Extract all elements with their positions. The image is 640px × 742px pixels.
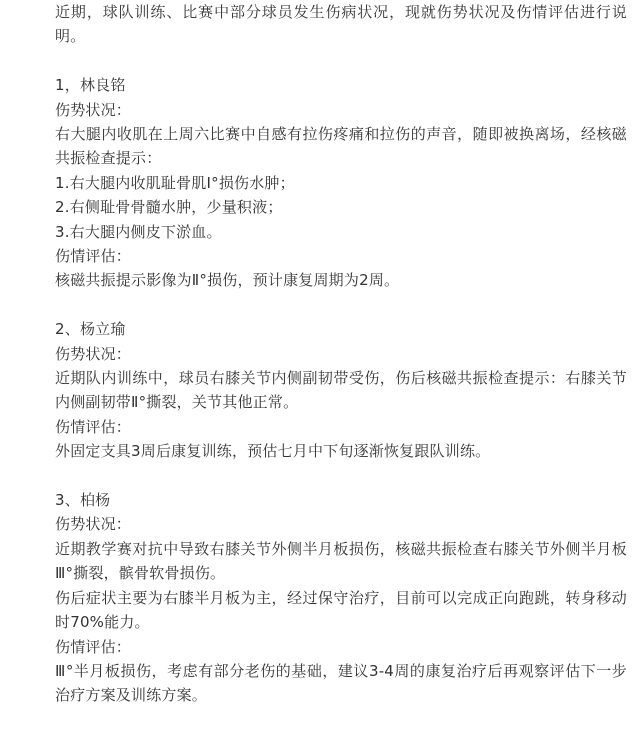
assessment-line: Ⅲ°半月板损伤，考虑有部分老伤的基础，建议3-4周的康复治疗后再观察评估下一步治疗方案及训练方案。 [55, 661, 627, 705]
assessment-label: 伤情评估： [55, 637, 132, 656]
injury-report-article [55, 0, 627, 708]
status-line: 右大腿内收肌在上周六比赛中自感有拉伤疼痛和拉伤的声音，随即被换离场，经核磁共振检查提示： [55, 125, 627, 168]
status-label: 伤势状况： [55, 515, 132, 534]
paragraph-spacer [55, 49, 627, 73]
player-section-3 [55, 488, 627, 708]
player-section-1 [55, 73, 627, 293]
status-label: 伤势状况： [55, 344, 132, 363]
assessment-label: 伤情评估： [55, 417, 132, 436]
paragraph-spacer [55, 464, 627, 488]
status-label: 伤势状况： [55, 100, 132, 119]
status-line: 1.右大腿内收肌耻骨肌Ⅰ°损伤水肿； [55, 173, 295, 192]
assessment-line: 核磁共振提示影像为Ⅱ°损伤，预计康复周期为2周。 [55, 271, 400, 290]
player-heading: 3、柏杨 [55, 491, 111, 510]
status-line: 伤后症状主要为右膝半月板为主，经过保守治疗，目前可以完成正向跑跳，转身移动时70%能力。 [55, 588, 627, 632]
status-line: 近期教学赛对抗中导致右膝关节外侧半月板损伤，核磁共振检查右膝关节外侧半月板Ⅲ°撕裂，髌骨软骨损伤。 [55, 539, 627, 583]
player-heading: 2、杨立瑜 [55, 320, 126, 339]
player-heading: 1，林良铭 [55, 76, 126, 95]
status-line: 近期队内训练中，球员右膝关节内侧副韧带受伤，伤后核磁共振检查提示：右膝关节内侧副韧带Ⅱ°撕裂，关节其他正常。 [55, 369, 627, 412]
paragraph-spacer [55, 293, 627, 317]
player-section-2 [55, 317, 627, 463]
status-line: 2.右侧耻骨骨髓水肿，少量积液； [55, 198, 283, 217]
assessment-line: 外固定支具3周后康复训练，预估七月中下旬逐渐恢复跟队训练。 [55, 442, 491, 461]
status-line: 3.右大腿内侧皮下淤血。 [55, 222, 222, 241]
assessment-label: 伤情评估： [55, 247, 132, 266]
intro-paragraph: 近期，球队训练、比赛中部分球员发生伤病状况，现就伤势状况及伤情评估进行说明。 [55, 3, 627, 46]
